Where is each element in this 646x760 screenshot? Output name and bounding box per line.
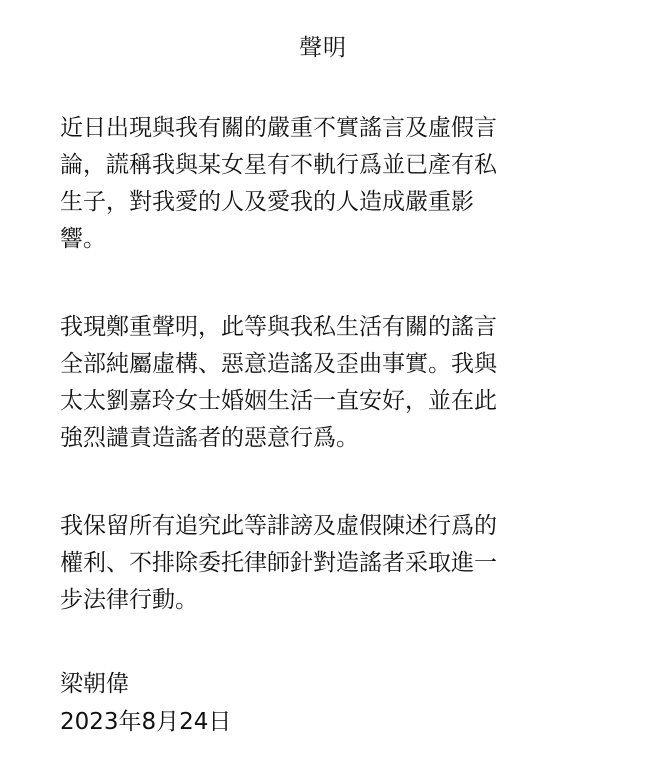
signature-date: 2023年8月24日 [60,709,232,735]
text-line: 生子，對我愛的人及愛我的人造成嚴重影 [60,189,474,215]
text-line: 全部純屬虛構、惡意造謠及歪曲事實。我與 [60,351,497,377]
text-line: 響。 [60,226,106,252]
text-line: 論，謊稱我與某女星有不軌行爲並已產有私 [60,152,497,178]
text-line: 強烈譴責造謠者的惡意行爲。 [60,425,359,451]
text-line: 近日出現與我有關的嚴重不實謠言及虛假言 [60,115,497,141]
text-line: 我現鄭重聲明，此等與我私生活有關的謠言 [60,314,497,340]
paragraph-legal-rights [60,508,612,619]
text-line: 步法律行動。 [60,587,198,613]
text-line: 我保留所有追究此等誹謗及虛假陳述行爲的 [60,513,497,539]
text-line: 權利、不排除委托律師針對造謠者采取進一 [60,550,497,576]
text-line: 太太劉嘉玲女士婚姻生活一直安好，並在此 [60,388,497,414]
signature-name: 梁朝偉 [60,671,129,697]
page-title: 聲明 [299,35,347,61]
paragraph-rumor-description [60,110,612,258]
paragraph-declaration [60,309,612,457]
